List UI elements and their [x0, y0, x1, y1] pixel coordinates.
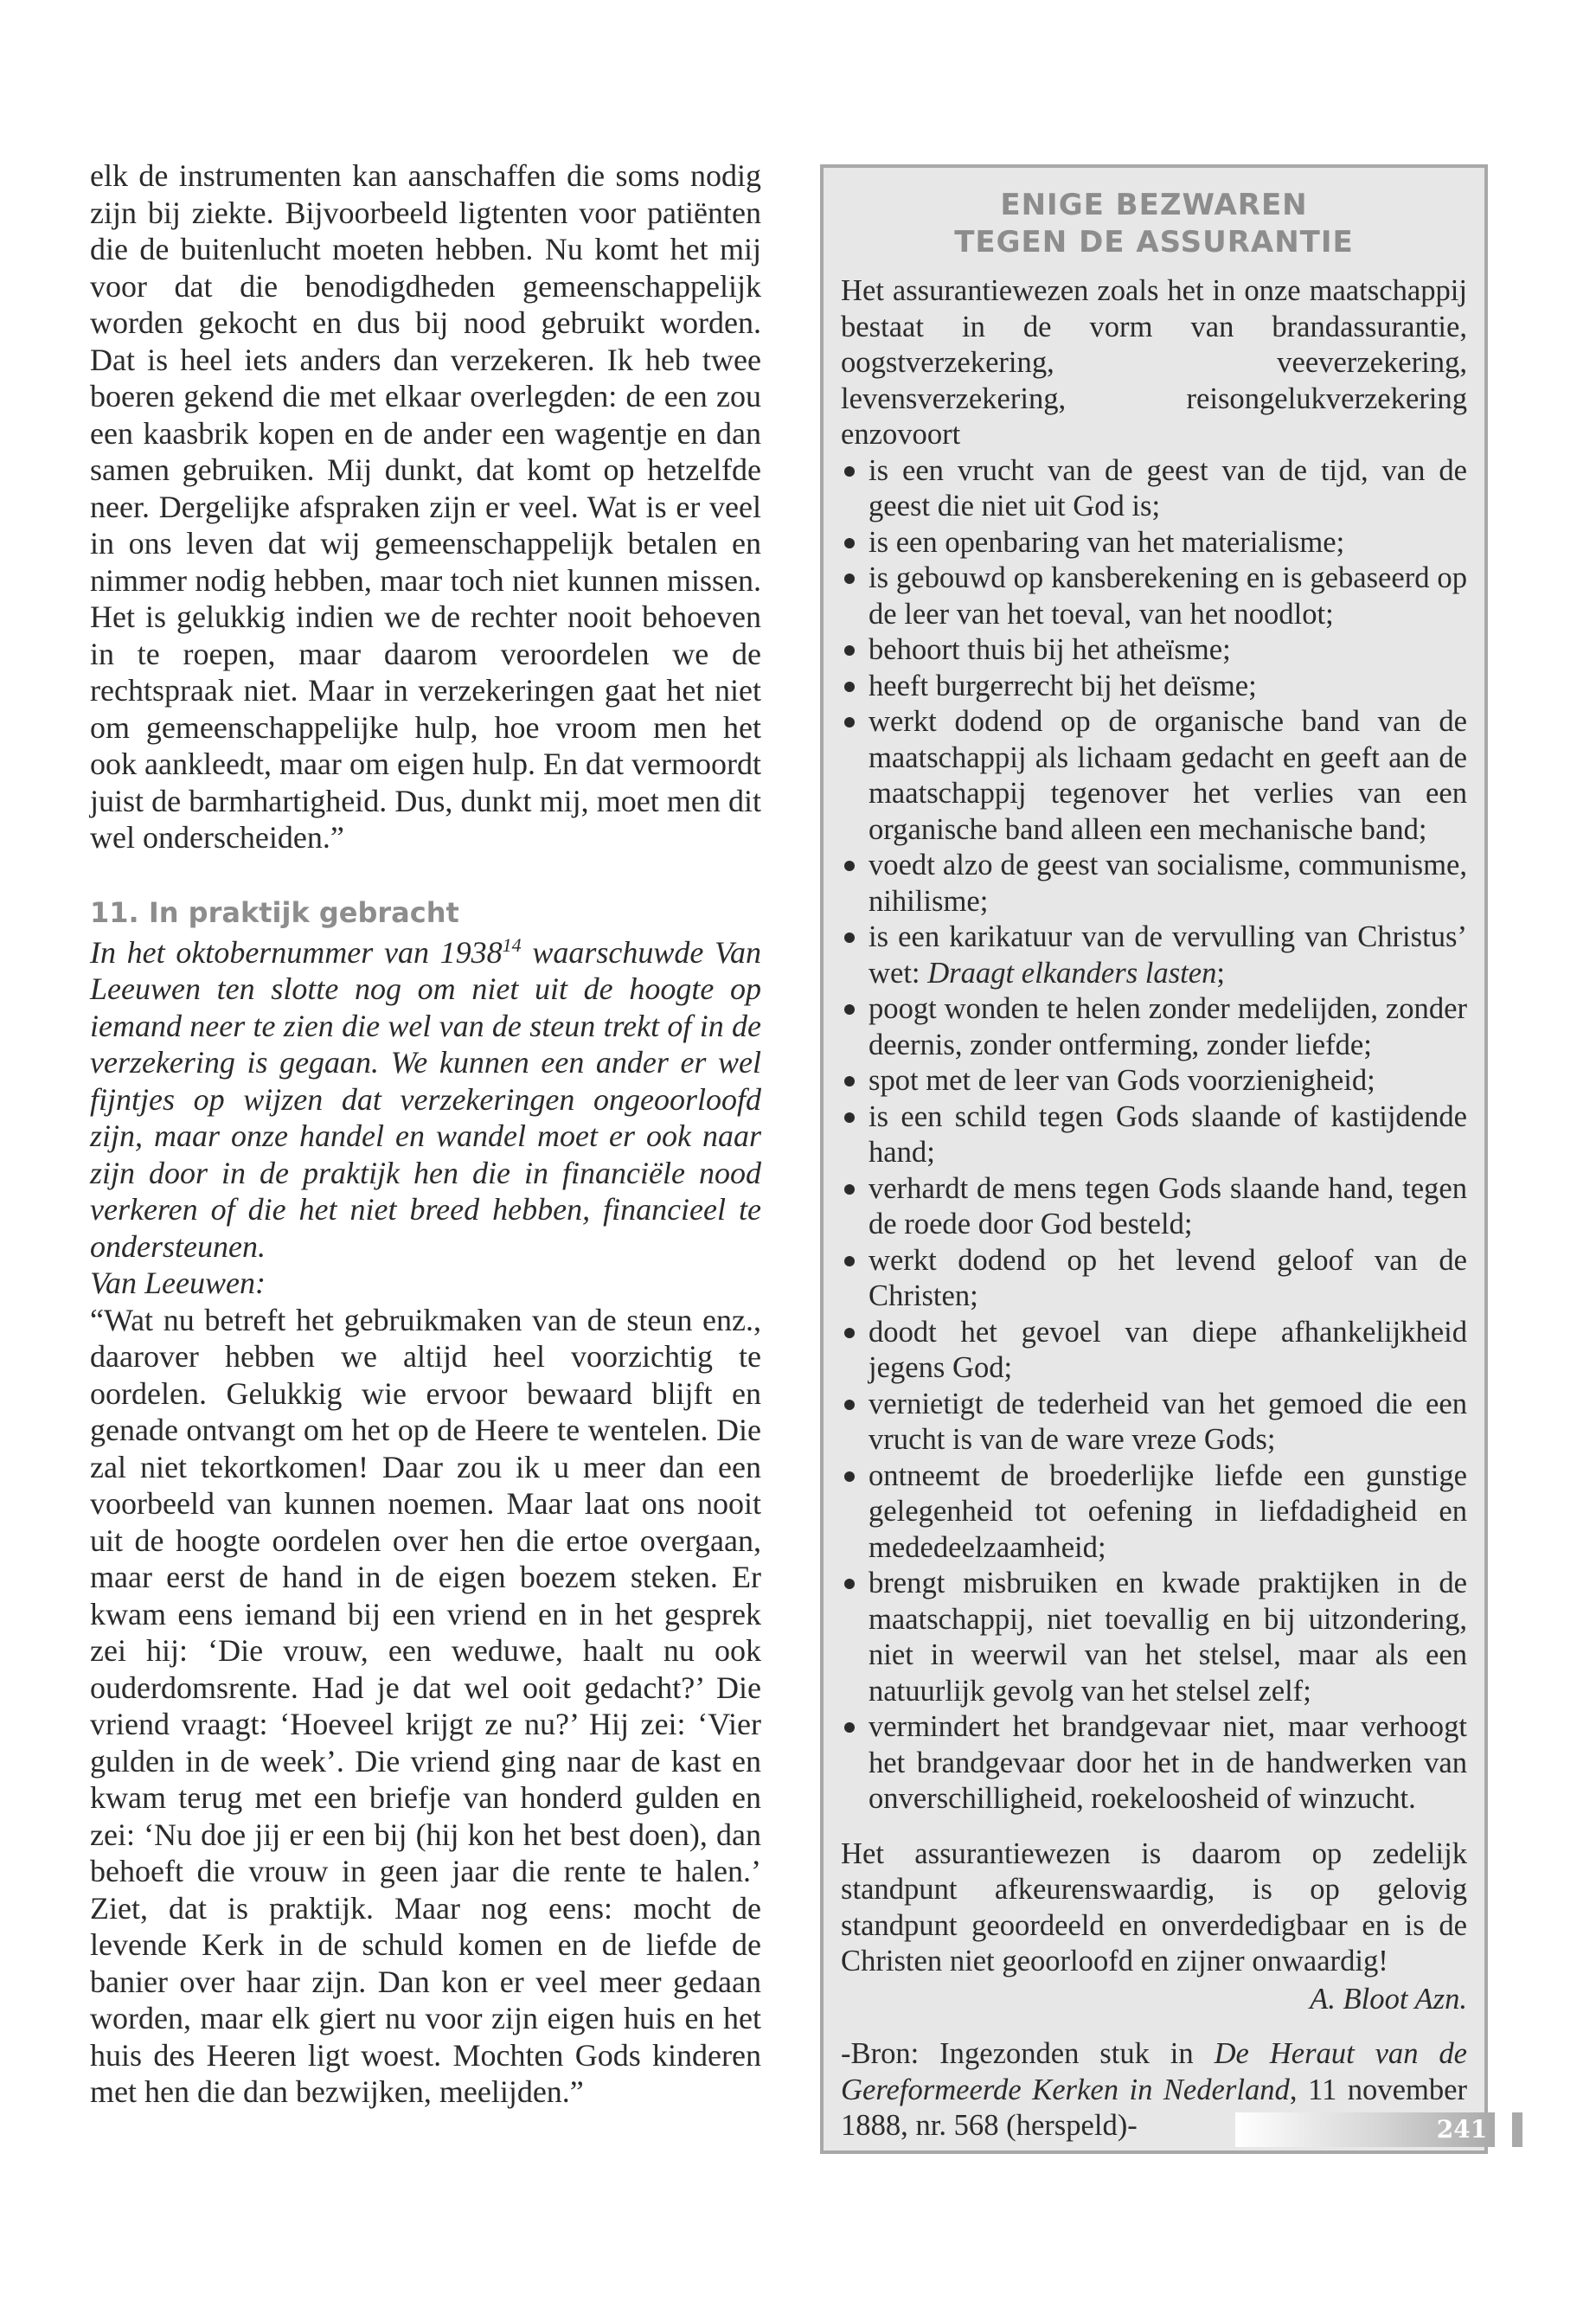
list-item: werkt dodend op de organische band van de maatschappij als lichaam gedacht en geeft aan de maatschappij tegenover het verlies van een organische band alleen een mechanische band;	[841, 704, 1467, 848]
list-item: voedt alzo de geest van socialisme, communisme, nihilisme;	[841, 848, 1467, 920]
page-number-tab	[1512, 2112, 1522, 2147]
sidebar-title-line1: ENIGE BEZWAREN	[1000, 188, 1308, 222]
list-item: werkt dodend op het levend geloof van de Christen;	[841, 1243, 1467, 1315]
page-number: 241	[1436, 2115, 1488, 2144]
list-item: behoort thuis bij het atheïsme;	[841, 632, 1467, 669]
sidebar-box	[820, 164, 1488, 2154]
sidebar-title	[841, 187, 1467, 261]
source-suffix: , 11 november 1888, nr. 568 (herspeld)-	[841, 2073, 1468, 2142]
list-item: vernietigt de tederheid van het gemoed die een vrucht is van de ware vreze Gods;	[841, 1387, 1467, 1458]
intro-text-end: waarschuwde Van Leeuwen ten slotte nog om niet uit de hoogte op iemand neer te zien die wel van de steun trekt of in de verzekering is gegaan. We kunnen een ander er wel fijntjes op wijzen dat verzekeringen ongeoorloofd zijn, maar onze handel en wandel moet er ook naar zijn door in de praktijk hen die in financiële nood verkeren of die het niet breed hebben, financieel te ondersteunen.	[90, 934, 762, 1264]
list-item: verhardt de mens tegen Gods slaande hand, tegen de roede door God besteld;	[841, 1171, 1467, 1243]
section-intro	[90, 934, 761, 1302]
list-item-emphasis: Draagt elkanders lasten	[927, 956, 1217, 990]
list-item: is een schild tegen Gods slaande of kastijdende hand;	[841, 1099, 1467, 1171]
source-title: De Heraut van de Gereformeerde Kerken in Nederland	[841, 2037, 1467, 2106]
list-item: brengt misbruiken en kwade praktijken in de maatschappij, niet toevallig en bij uitzondering, niet in weerwil van het stelsel, maar als een natuurlijk gevolg van het stelsel zelf;	[841, 1566, 1467, 1709]
list-item: vermindert het brandgevaar niet, maar verhoogt het brandgevaar door het in de handwerken van onverschilligheid, roekeloosheid of winzucht.	[841, 1709, 1467, 1817]
sidebar-intro: Het assurantiewezen zoals het in onze maatschappij bestaat in de vorm van brandassurantie, oogstverzekering, veeverzekering, levensverzekering, reisongelukverzekering enzovoort	[841, 274, 1467, 451]
objection-list	[841, 453, 1467, 1817]
list-item: doodt het gevoel van diepe afhankelijkheid jegens God;	[841, 1315, 1467, 1387]
list-item: is een vrucht van de geest van de tijd, van de geest die niet uit God is;	[841, 453, 1467, 525]
source-prefix: -Bron: Ingezonden stuk in	[841, 2037, 1215, 2070]
speaker-label: Van Leeuwen:	[90, 1266, 266, 1300]
list-item: is een openbaring van het materialisme;	[841, 525, 1467, 561]
spacer	[90, 856, 761, 894]
sidebar-author: A. Bloot Azn.	[1310, 1982, 1467, 2016]
list-item: spot met de leer van Gods voorzienigheid;	[841, 1063, 1467, 1099]
main-text-column	[90, 157, 761, 2111]
list-item: poogt wonden te helen zonder medelijden, zonder deernis, zonder ontferming, zonder liefde;	[841, 991, 1467, 1063]
list-item	[841, 920, 1467, 991]
list-item-text: is een karikatuur van de vervulling van Christus’ wet:	[869, 920, 1467, 990]
list-item-end: ;	[1216, 956, 1226, 990]
quotation: “Wat nu betreft het gebruikmaken van de steun enz., daarover hebben we altijd heel voorzichtig te oordelen. Gelukkig wie ervoor bewaard blijft en genade ontvangt om het op de Heere te wentelen. Die zal niet tekortkomen! Daar zou ik u meer dan een voorbeeld van kunnen noemen. Maar laat ons nooit uit de hoogte oordelen over hen die ertoe overgaan, maar eerst de hand in de eigen boezem steken. Er kwam eens iemand bij een vriend en in het gesprek zei hij: ‘Die vrouw, een weduwe, haalt nu ook ouderdomsrente. Had je dat wel ooit gedacht?’ Die vriend vraagt: ‘Hoeveel krijgt ze nu?’ Hij zei: ‘Vier gulden in de week’. Die vriend ging naar de kast en kwam terug met een briefje van honderd gulden en zei: ‘Nu doe jij er een bij (hij kon het best doen), dan behoeft die vrouw in geen jaar die rente te halen.’ Ziet, dat is praktijk. Maar nog eens: mocht de levende Kerk in de schuld komen en de liefde de banier over haar zijn. Dan kon er veel meer gedaan worden, maar elk giert nu voor zijn eigen huis en het huis des Heeren ligt woest. Mochten Gods kinderen met hen die dan bezwijken, meelijden.”	[90, 1302, 761, 2109]
intro-text-start: In het oktobernummer van 1938	[90, 934, 503, 970]
footnote-marker: 14	[502, 933, 522, 956]
sidebar-title-line2: TEGEN DE ASSURANTIE	[954, 225, 1354, 260]
paragraph-continued: elk de instrumenten kan aanschaffen die soms nodig zijn bij ziekte. Bijvoorbeeld ligtenten voor patiënten die de buitenlucht moeten hebben. Nu komt het mij voor dat die benodigdheden gemeenschappelijk worden gekocht en dus bij nood gebruikt worden. Dat is heel iets anders dan verzekeren. Ik heb twee boeren gekend die met elkaar overlegden: de een zou een kaasbrik kopen en de ander een wagentje en dan samen gebruiken. Mij dunkt, dat komt op hetzelfde neer. Dergelijke afspraken zijn er veel. Wat is er veel in ons leven dat wij gemeenschappelijk betalen en nimmer nodig hebben, maar toch niet kunnen missen. Het is gelukkig indien we de rechter nooit behoeven in te roepen, maar daarom veroordelen we de rechtspraak niet. Maar in verzekeringen gaat het niet om gemeenschappelijke hulp, hoe vroom men het ook aankleedt, maar om eigen hulp. En dat vermoordt juist de barmhartigheid. Dus, dunkt mij, moet men dit wel onderscheiden.”	[90, 158, 761, 855]
list-item: ontneemt de broederlijke liefde een gunstige gelegenheid tot oefening in liefdadigheid en mededeelzaamheid;	[841, 1458, 1467, 1567]
list-item: heeft burgerrecht bij het deïsme;	[841, 669, 1467, 705]
list-item: is gebouwd op kansberekening en is gebaseerd op de leer van het toeval, van het noodlot;	[841, 561, 1467, 632]
section-heading: 11. In praktijk gebracht	[90, 895, 459, 929]
sidebar-conclusion: Het assurantiewezen is daarom op zedelijk standpunt afkeurenswaardig, is op gelovig standpunt geoordeeld en onverdedigbaar en is de Christen niet geoorloofd en zijner onwaardig!	[841, 1836, 1467, 1977]
